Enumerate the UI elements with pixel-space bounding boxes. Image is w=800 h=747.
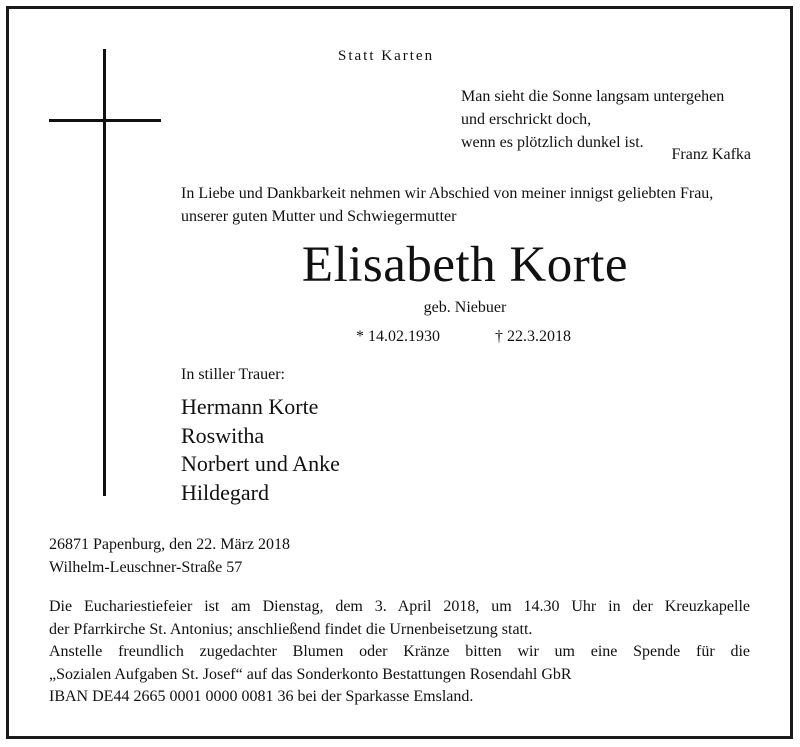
service-notice xyxy=(49,596,750,641)
intro-line: In Liebe und Dankbarkeit nehmen wir Abschied von meiner innigst geliebten Frau, xyxy=(181,185,714,202)
place-and-address xyxy=(49,533,290,579)
notice-line: der Pfarrkirche St. Antonius; anschließend findet die Urnenbeisetzung statt. xyxy=(49,620,533,638)
cross-icon-crossbar xyxy=(49,119,161,122)
mourners-list xyxy=(181,393,340,507)
kafka-quote xyxy=(461,85,724,154)
mourning-label: In stiller Trauer: xyxy=(181,366,285,383)
quote-line: wenn es plötzlich dunkel ist. xyxy=(461,134,644,151)
deceased-name: Elisabeth Korte xyxy=(301,237,629,293)
mourner-name: Norbert und Anke xyxy=(181,451,340,476)
statt-karten-heading: Statt Karten xyxy=(338,48,435,64)
donation-notice xyxy=(49,641,750,709)
birth-date: * 14.02.1930 xyxy=(356,328,440,345)
intro-line: unserer guten Mutter und Schwiegermutter xyxy=(181,208,457,225)
quote-line: Man sieht die Sonne langsam untergehen xyxy=(461,88,725,105)
notice-line: IBAN DE44 2665 0001 0000 0081 36 bei der Sparkasse Emsland. xyxy=(49,688,474,705)
notice-line: „Sozialen Aufgaben St. Josef“ auf das Sonderkonto Bestattungen Rosendahl GbR xyxy=(49,665,572,683)
address-line: Wilhelm-Leuschner-Straße 57 xyxy=(49,559,243,576)
death-date: † 22.3.2018 xyxy=(495,328,571,345)
notice-line: Die Euchariestiefeier ist am Dienstag, dem 3. April 2018, um 14.30 Uhr in der Kreuzkapelle xyxy=(49,598,750,615)
mourner-name: Hermann Korte xyxy=(181,394,319,419)
quote-line: und erschrickt doch, xyxy=(461,111,592,128)
birth-name: geb. Niebuer xyxy=(423,299,507,316)
place-date-line: 26871 Papenburg, den 22. März 2018 xyxy=(49,536,290,553)
mourner-name: Hildegard xyxy=(181,479,269,505)
notice-line: Anstelle freundlich zugedachter Blumen oder Kränze bitten wir um eine Spende für die xyxy=(49,643,750,660)
intro-text xyxy=(181,182,713,228)
mourner-name: Roswitha xyxy=(181,422,265,448)
quote-author: Franz Kafka xyxy=(671,146,751,163)
